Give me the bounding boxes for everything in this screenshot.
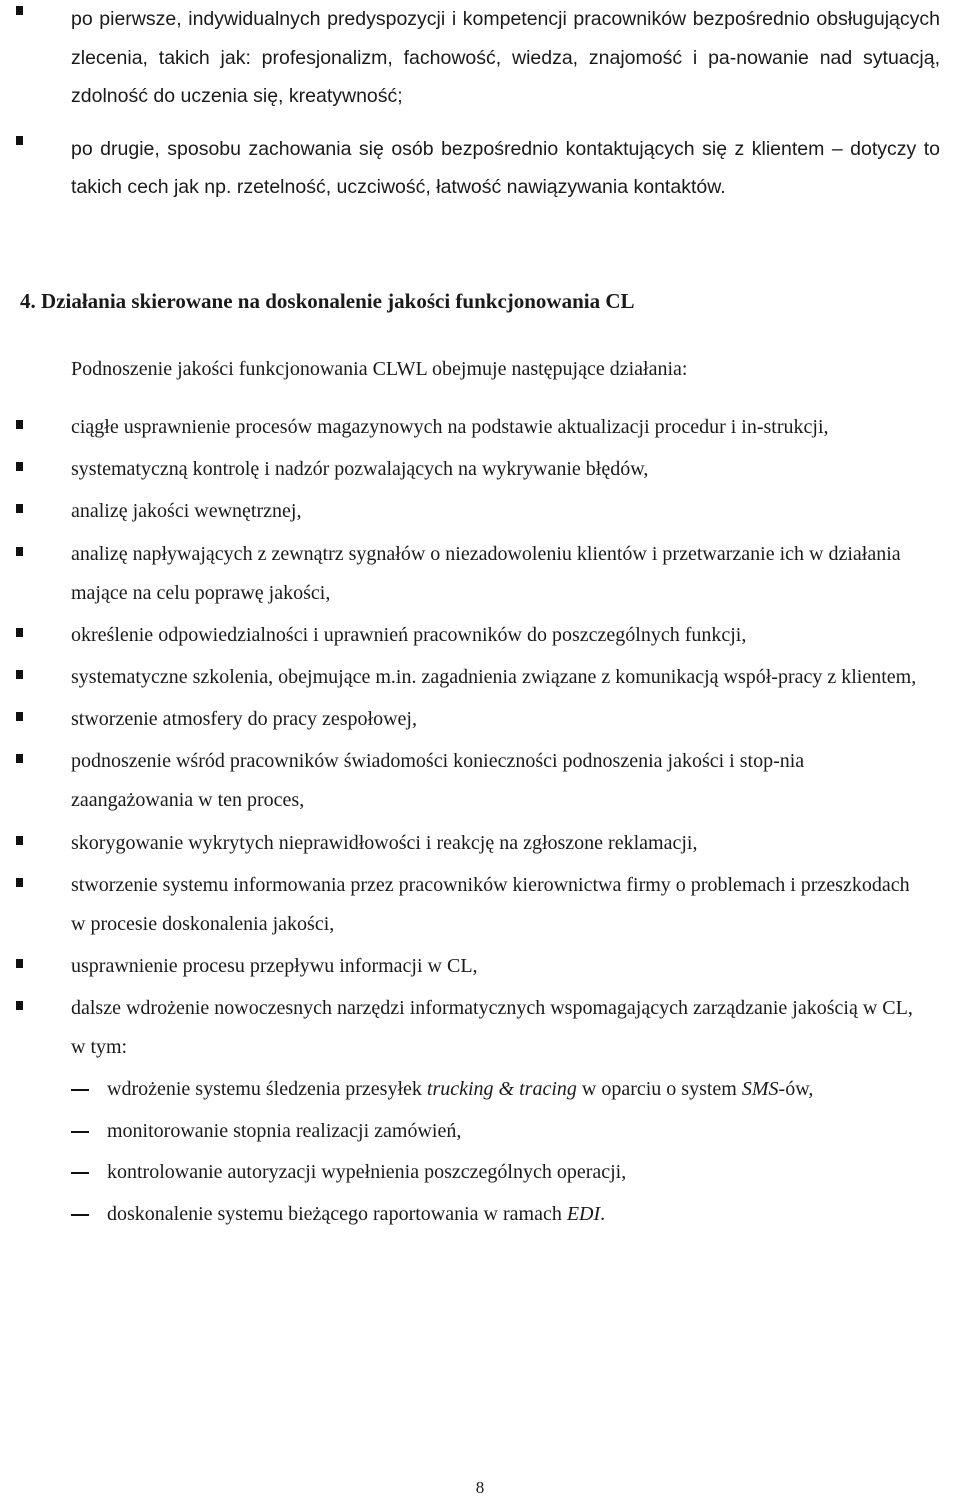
square-bullet-icon	[16, 628, 23, 637]
list-item-text: systematyczną kontrolę i nadzór pozwalających na wykrywanie błędów,	[71, 458, 649, 481]
list-item-text: określenie odpowiedzialności i uprawnień pracowników do poszczególnych funkcji,	[71, 623, 747, 646]
list-item	[0, 408, 960, 447]
dash-bullet-icon	[71, 1172, 89, 1174]
sub-item-text: w oparciu o system	[576, 1078, 742, 1101]
sub-list-item	[0, 1111, 960, 1153]
dash-bullet-icon	[71, 1214, 89, 1216]
list-item-text: analizę napływających z zewnątrz sygnałów o niezadowoleniu klientów i przetwarzanie ich w działania mające na celu poprawę jakości,	[71, 542, 901, 604]
sub-list-item	[0, 1152, 960, 1194]
sub-item-text: kontrolowanie autoryzacji wypełnienia poszczególnych operacji,	[107, 1161, 627, 1184]
dash-bullet-icon	[71, 1089, 89, 1091]
sub-item-emphasis: trucking & tracing	[426, 1078, 577, 1101]
list-item-text: skorygowanie wykrytych nieprawidłowości i reakcję na zgłoszone reklamacji,	[71, 831, 698, 854]
list-item	[0, 658, 960, 697]
square-bullet-icon	[16, 462, 23, 471]
list-item-text: po pierwsze, indywidualnych predyspozycji i kompetencji pracowników bezpośrednio obsługujących zlecenia, takich jak: profesjonalizm, fachowość, wiedza, znajomość i pa-nowanie nad sytuacją, zdolność do uczenia się, kreatywność;	[71, 8, 940, 107]
dash-sub-list	[0, 1069, 960, 1235]
list-item	[0, 492, 960, 531]
sub-item-text: wdrożenie systemu śledzenia przesyłek	[107, 1078, 427, 1101]
list-item	[0, 0, 960, 116]
square-bullet-icon	[16, 670, 23, 679]
square-bullet-icon	[16, 959, 23, 968]
list-item	[0, 824, 960, 863]
list-item-text: ciągłe usprawnienie procesów magazynowych na podstawie aktualizacji procedur i in-strukcji,	[71, 416, 829, 438]
actions-bullet-list	[0, 408, 960, 1235]
square-bullet-icon	[16, 6, 23, 15]
square-bullet-icon	[16, 547, 23, 556]
list-item-text: po drugie, sposobu zachowania się osób bezpośrednio kontaktujących się z klientem – dotyczy to takich cech jak np. rzetelność, uczciwość, łatwość nawiązywania kontaktów.	[71, 137, 940, 198]
list-item-text: podnoszenie wśród pracowników świadomości konieczności podnoszenia jakości i stop-nia zaangażowania w ten proces,	[71, 750, 805, 812]
list-item	[0, 947, 960, 986]
section-heading: 4. Działania skierowane na doskonalenie jakości funkcjonowania CL	[20, 289, 635, 313]
page-number: 8	[475, 1478, 485, 1497]
square-bullet-icon	[16, 878, 23, 887]
square-bullet-icon	[16, 754, 23, 763]
dash-bullet-icon	[71, 1131, 89, 1133]
sub-item-text: doskonalenie systemu bieżącego raportowania w ramach	[107, 1202, 567, 1225]
top-bullet-list	[0, 0, 960, 207]
square-bullet-icon	[16, 712, 23, 721]
intro-paragraph: Podnoszenie jakości funkcjonowania CLWL obejmuje następujące działania:	[71, 358, 688, 380]
list-item	[0, 130, 960, 207]
sub-item-emphasis: EDI	[566, 1202, 601, 1225]
list-item	[0, 535, 960, 613]
square-bullet-icon	[16, 1001, 23, 1010]
list-item	[0, 616, 960, 655]
sub-list-item	[0, 1069, 960, 1111]
sub-item-text: .	[600, 1202, 606, 1225]
list-item-text: systematyczne szkolenia, obejmujące m.in. zagadnienia związane z komunikacją współ-pracy z klientem,	[71, 665, 917, 688]
list-item	[0, 742, 960, 820]
square-bullet-icon	[16, 836, 23, 845]
list-item-text: dalsze wdrożenie nowoczesnych narzędzi informatycznych wspomagających zarządzanie jakością w CL, w tym:	[71, 997, 913, 1059]
sub-item-text: -ów,	[778, 1078, 814, 1101]
square-bullet-icon	[16, 136, 23, 145]
list-item	[0, 866, 960, 944]
sub-item-emphasis: SMS	[741, 1078, 779, 1101]
list-item	[0, 989, 960, 1235]
sub-item-text: monitorowanie stopnia realizacji zamówień,	[107, 1119, 462, 1142]
list-item-text: stworzenie atmosfery do pracy zespołowej,	[71, 708, 417, 731]
list-item	[0, 700, 960, 739]
square-bullet-icon	[16, 504, 23, 513]
list-item	[0, 450, 960, 489]
sub-list-item	[0, 1194, 960, 1236]
square-bullet-icon	[16, 420, 23, 429]
list-item-text: analizę jakości wewnętrznej,	[71, 500, 302, 523]
list-item-text: usprawnienie procesu przepływu informacji w CL,	[71, 954, 478, 977]
list-item-text: stworzenie systemu informowania przez pracowników kierownictwa firmy o problemach i przeszkodach w procesie doskonalenia jakości,	[71, 873, 910, 935]
